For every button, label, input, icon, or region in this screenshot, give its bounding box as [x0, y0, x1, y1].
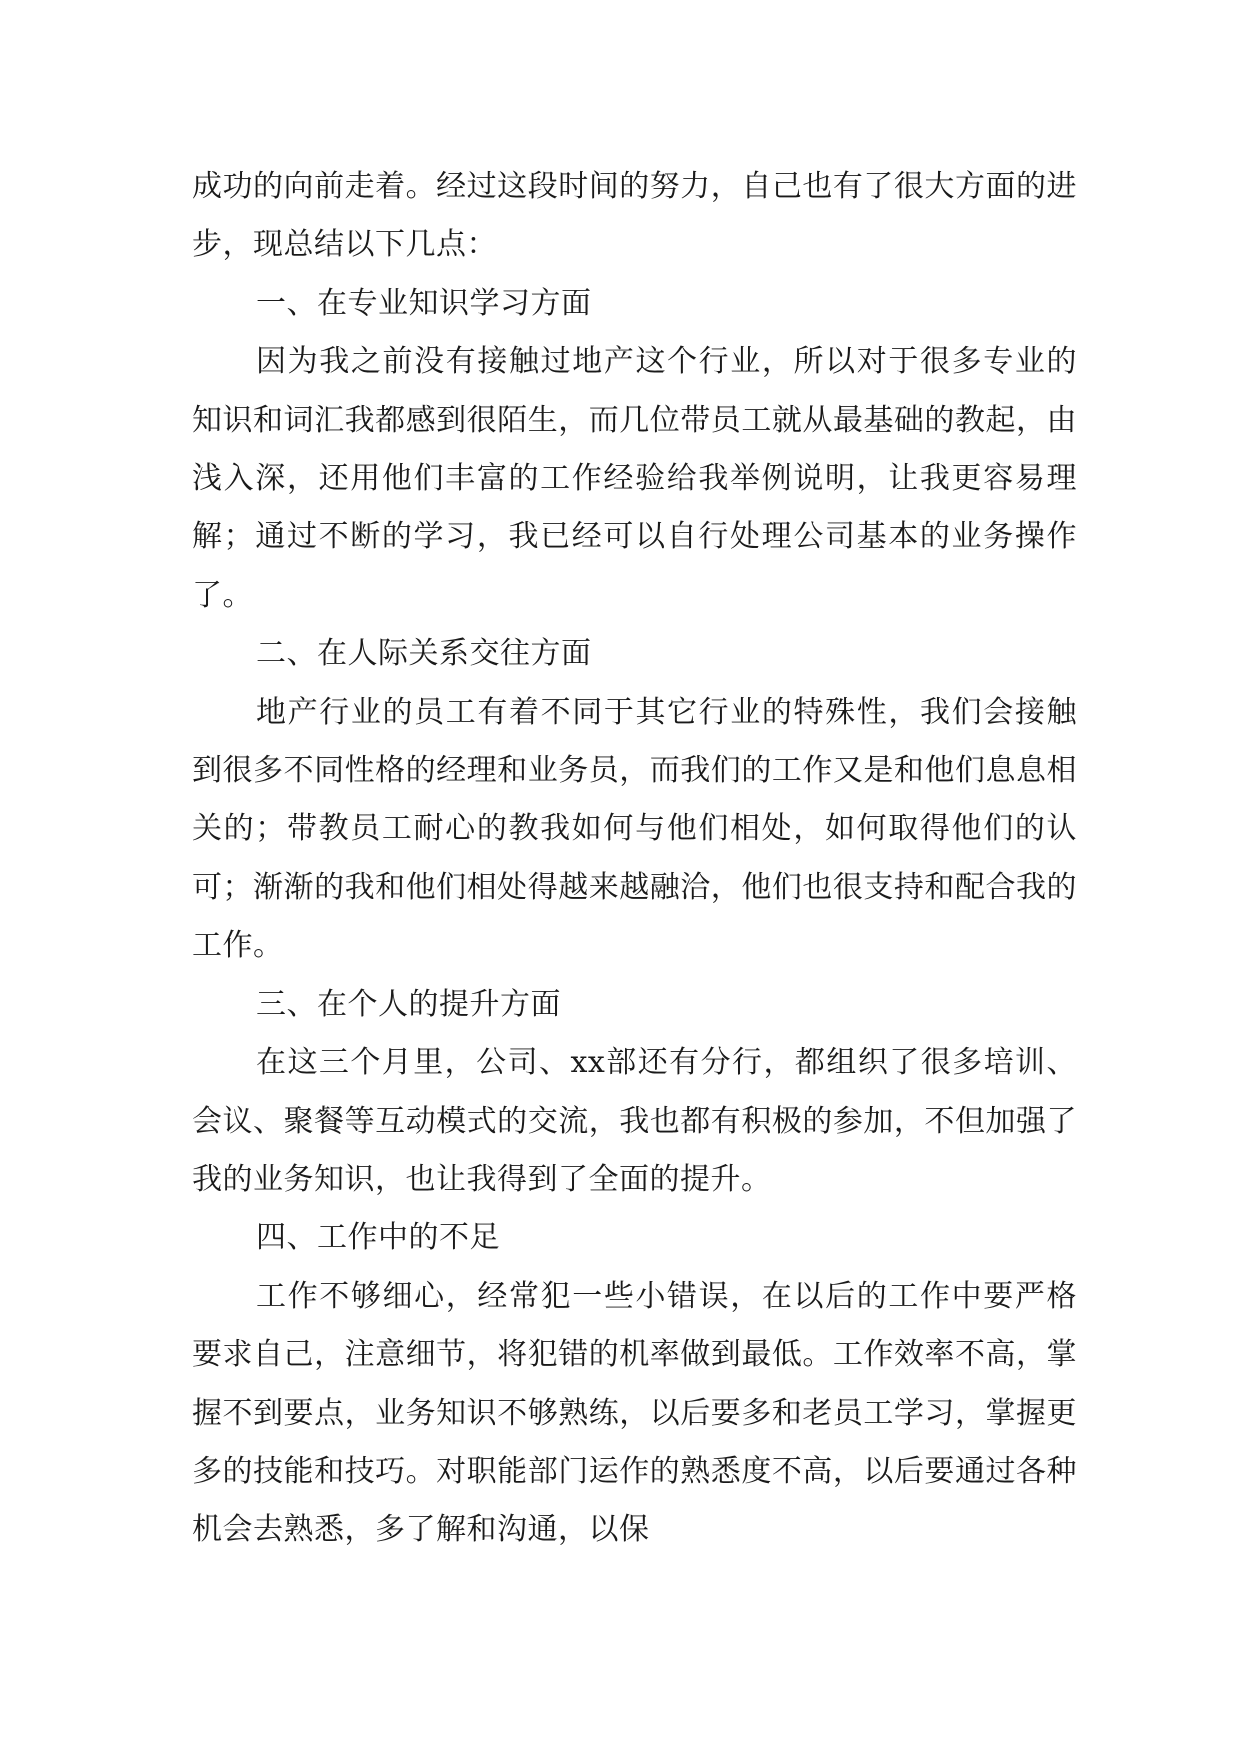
- paragraph-interpersonal-relations: 地产行业的员工有着不同于其它行业的特殊性，我们会接触到很多不同性格的经理和业务员，而我们的工作又是和他们息息相关的；带教员工耐心的教我如何与他们相处，如何取得他们的认可；渐渐的我和他们相处得越来越融洽，他们也很支持和配合我的工作。: [192, 694, 1077, 964]
- document-body: [192, 158, 1077, 1560]
- paragraph-professional-knowledge: 因为我之前没有接触过地产这个行业，所以对于很多专业的知识和词汇我都感到很陌生，而几位带员工就从最基础的教起，由浅入深，还用他们丰富的工作经验给我举例说明，让我更容易理解；通过不断的学习，我已经可以自行处理公司基本的业务操作了。: [192, 344, 1077, 613]
- heading-professional-knowledge: 一、在专业知识学习方面: [256, 285, 592, 321]
- paragraph-personal-improvement: 在这三个月里，公司、xx部还有分行，都组织了很多培训、会议、聚餐等互动模式的交流，我也都有积极的参加，不但加强了我的业务知识，也让我得到了全面的提升。: [192, 1045, 1077, 1197]
- heading-interpersonal-relations: 二、在人际关系交往方面: [256, 636, 592, 672]
- paragraph-shortcomings: 工作不够细心，经常犯一些小错误，在以后的工作中要严格要求自己，注意细节，将犯错的机率做到最低。工作效率不高，掌握不到要点，业务知识不够熟练，以后要多和老员工学习，掌握更多的技能和技巧。对职能部门运作的熟悉度不高，以后要通过各种机会去熟悉，多了解和沟通，以保: [192, 1278, 1077, 1548]
- heading-personal-improvement: 三、在个人的提升方面: [256, 986, 561, 1022]
- paragraph-continuation: 成功的向前走着。经过这段时间的努力，自己也有了很大方面的进步，现总结以下几点：: [192, 169, 1077, 263]
- heading-shortcomings: 四、工作中的不足: [256, 1220, 500, 1256]
